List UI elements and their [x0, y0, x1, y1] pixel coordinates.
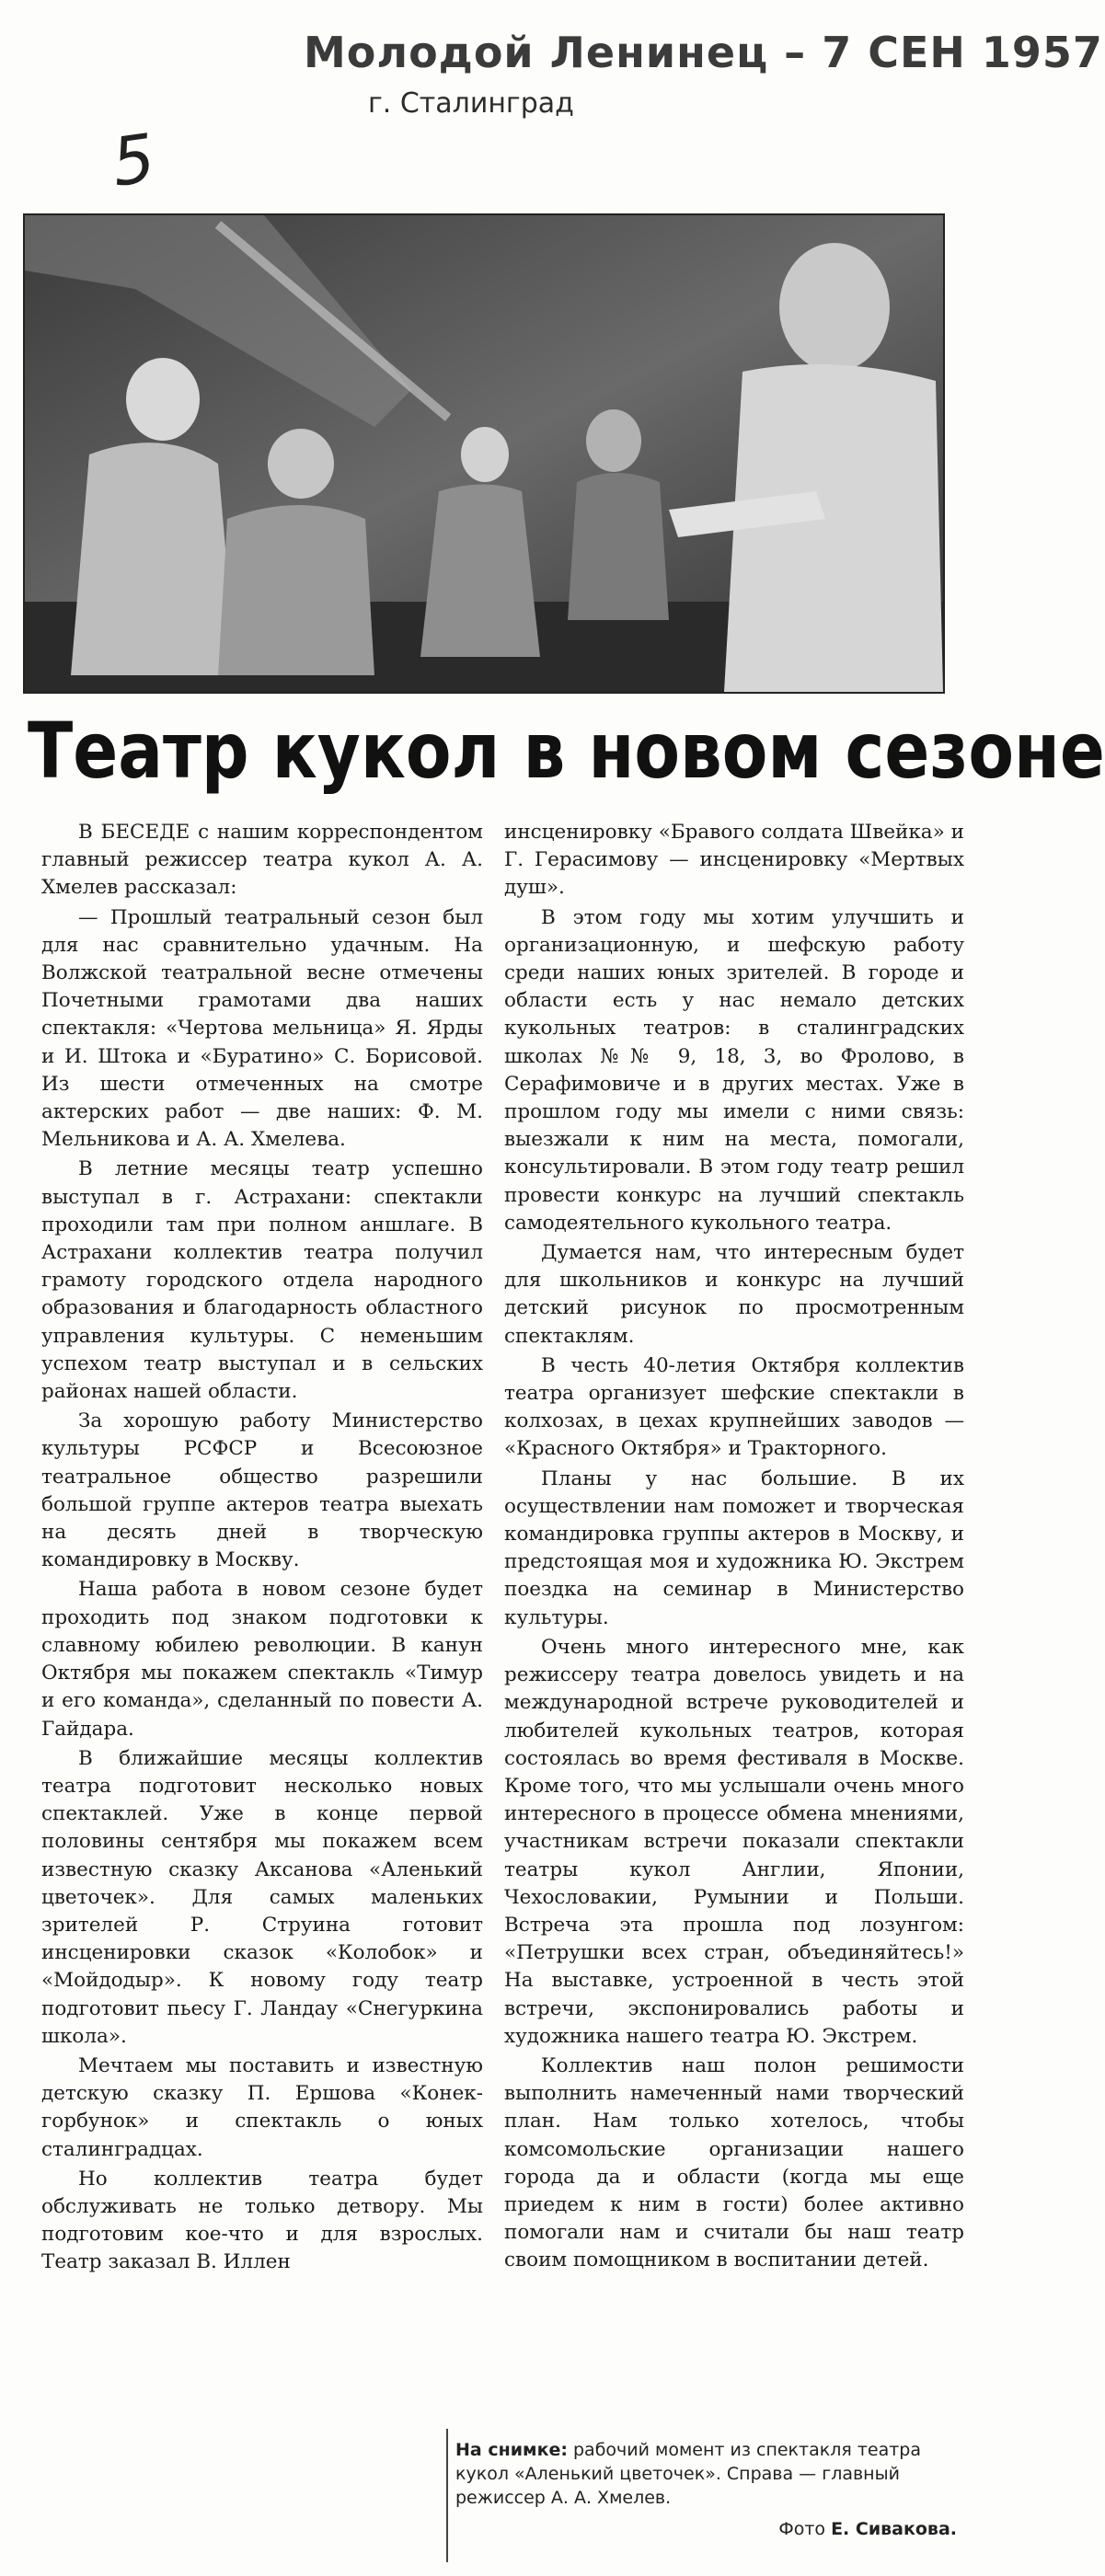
paragraph: Но коллектив театра будет обслуживать не только детвору. Мы подготовим кое-что и для взрослых. Театр заказал В. Иллен: [41, 2167, 483, 2274]
article-headline: Театр кукол в новом сезоне: [28, 706, 1105, 796]
paragraph: В ближайшие месяцы коллектив театра подготовит несколько новых спектаклей. Уже в конце первой половины сентября мы покажем всем известную сказку Аксанова «Аленький цветочек». Для самых маленьких зрителей Р. Струина готовит инсценировки сказок «Колобок» и «Мойдодыр». К новому году театр подготовит пьесу Г. Ландау «Снегуркина школа».: [41, 1746, 483, 2048]
paragraph: За хорошую работу Министерство культуры РСФСР и Всесоюзное театральное общество разрешили большой группе актеров театра выехать на десять дней в творческую командировку в Москву.: [41, 1409, 483, 1572]
paragraph: Думается нам, что интересным будет для школьников и конкурс на лучший детский рисунок по просмотренным спектаклям.: [504, 1241, 964, 1348]
paragraph: инсценировку «Бравого солдата Швейка» и Г. Герасимову — инсценировку «Мертвых душ».: [504, 821, 964, 900]
paragraph: В БЕСЕДЕ с нашим корреспондентом главный режиссер театра кукол А. А. Хмелев рассказал:: [41, 821, 483, 900]
newspaper-stamp: Молодой Ленинец – 7 СЕН 1957: [304, 28, 1103, 77]
credit-author: Е. Сиваковa.: [831, 2519, 957, 2539]
caption-divider: [446, 2429, 448, 2562]
article-photo: [23, 213, 945, 694]
article-column-right: [504, 819, 964, 2277]
caption-text: рабочий момент из спектакля театра кукол «Аленький цветочек». Справа — главный режиссер А. А. Хмелев.: [455, 2440, 922, 2508]
paragraph: В летние месяцы театр успешно выступал в г. Астрахани: спектакли проходили там при полном аншлаге. В Астрахани коллектив театра получил грамоту городского отдела народного образования и благодарность областного управления культуры. С неменьшим успехом театр выступал и в сельских районах нашей области.: [41, 1157, 483, 1404]
caption-lead: На снимке:: [455, 2440, 568, 2460]
paragraph: Мечтаем мы поставить и известную детскую сказку П. Ершова «Конек-горбунок» и спектакль о юных сталинградцах.: [41, 2053, 483, 2161]
paragraph: Очень много интересного мне, как режиссеру театра довелось увидеть и на международной встрече руководителей и любителей кукольных театров, которая состоялась во время фестиваля в Москве. Кроме того, что мы услышали очень много интересного в процессе обмена мнениями, участникам встречи показали спектакли театры кукол Англии, Японии, Чехословакии, Румынии и Польши. Встреча эта прошла под лозунгом: «Петрушки всех стран, объединяйтесь!» На выставке, устроенной в честь этой встречи, экспонировались работы и художника нашего театра Ю. Экстрем.: [504, 1635, 964, 2048]
credit-prefix: Фото: [778, 2519, 832, 2539]
paragraph: — Прошлый театральный сезон был для нас сравнительно удачным. На Волжской театральной весне отмечены Почетными грамотами два наших спектакля: «Чертова мельница» Я. Ярды и И. Штока и «Буратино» С. Борисовой. Из шести отмеченных на смотре актерских работ — две наших: Ф. М. Мельникова и А. А. Хмелева.: [41, 905, 483, 1152]
city-line: г. Сталинград: [368, 87, 574, 120]
handwritten-mark: 5: [107, 119, 160, 201]
paragraph: В честь 40-летия Октября коллектив театра организует шефские спектакли в колхозах, в цехах крупнейших заводов — «Красного Октября» и Тракторного.: [504, 1353, 964, 1461]
photo-credit: [455, 2517, 957, 2541]
paragraph: Коллектив наш полон решимости выполнить намеченный нами творческий план. Нам только хотелось, чтобы комсомольские организации нашего города да и области (когда мы еще приедем к ним в гости) более активно помогали нам и считали бы наш театр своим помощником в воспитании детей.: [504, 2053, 964, 2272]
paragraph: В этом году мы хотим улучшить и организационную, и шефскую работу среди наших юных зрителей. В городе и области есть у нас немало детских кукольных театров: в сталинградских школах №№ 9, 18, 3, во Фролово, в Серафимовиче и в других местах. Уже в прошлом году мы имели с ними связь: выезжали к ним на места, помогали, консультировали. В этом году театр решил провести конкурс на лучший спектакль самодеятельного кукольного театра.: [504, 905, 964, 1235]
photo-caption: [455, 2438, 957, 2541]
paragraph: Планы у нас большие. В их осуществлении нам поможет и творческая командировка группы актеров в Москву, и предстоящая моя и художника Ю. Экстрем поездка на семинар в Министерство культуры.: [504, 1466, 964, 1629]
article-column-left: [41, 819, 483, 2279]
paragraph: Наша работа в новом сезоне будет проходить под знаком подготовки к славному юбилею революции. В канун Октября мы покажем спектакль «Тимур и его команда», сделанный по повести А. Гайдара.: [41, 1578, 483, 1741]
